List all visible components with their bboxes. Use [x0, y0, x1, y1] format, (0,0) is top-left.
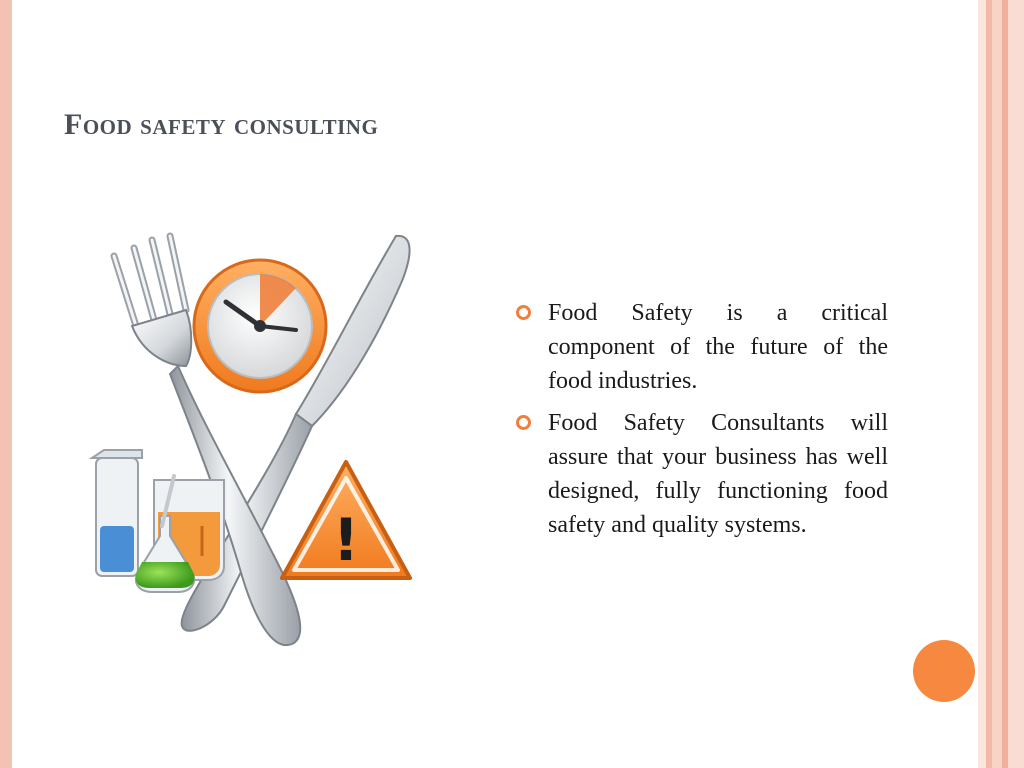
food-safety-illustration: [74, 226, 424, 656]
slide-title: Food safety consulting: [64, 108, 379, 141]
clock-icon: [194, 260, 326, 392]
lab-beakers-icon: [92, 450, 224, 592]
list-item: [512, 406, 888, 542]
accent-circle: [913, 640, 975, 702]
right-border-stripes: [978, 0, 1024, 768]
bullet-text: Food Safety Consultants will assure that your business has well designed, fully functioning food safety and quality systems.: [548, 410, 888, 538]
warning-triangle-icon: [282, 462, 410, 578]
slide: [10, 0, 980, 768]
bullet-text: Food Safety is a critical component of the future of the food industries.: [548, 300, 888, 394]
warning-exclamation: !: [332, 506, 360, 574]
bullet-list: [512, 296, 888, 550]
bullet-marker-icon: [516, 415, 531, 430]
bullet-marker-icon: [516, 305, 531, 320]
list-item: [512, 296, 888, 398]
left-border-stripe: [0, 0, 10, 768]
